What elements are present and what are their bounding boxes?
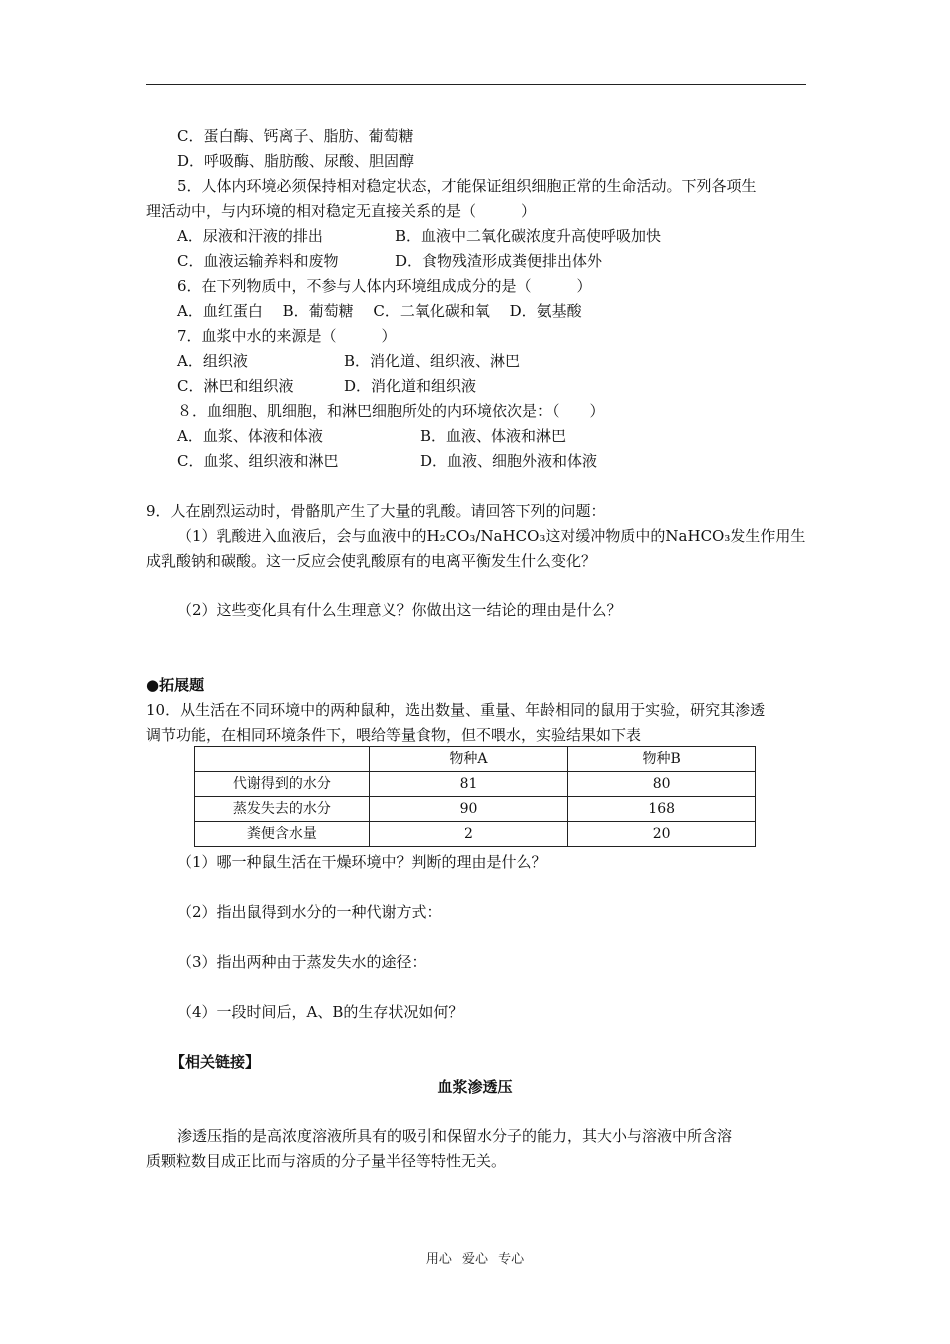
- q5-option-a: A．尿液和汗液的排出: [177, 227, 323, 245]
- table-cell: 81: [369, 772, 568, 797]
- header-rule: [146, 84, 806, 85]
- q7-option-a: A．组织液: [177, 352, 248, 370]
- related-paragraph-line2: 质颗粒数目成正比而与溶质的分子量半径等特性无关。: [146, 1152, 507, 1170]
- table-header-cell: 物种A: [369, 747, 568, 772]
- q6-stem: 6．在下列物质中，不参与人体内环境组成成分的是（ ）: [177, 277, 592, 295]
- q6-options: A．血红蛋白 B．葡萄糖 C．二氧化碳和氧 D．氨基酸: [177, 302, 582, 320]
- q9-part1-line2: 成乳酸钠和碳酸。这一反应会使乳酸原有的电离平衡发生什么变化？: [146, 552, 597, 570]
- table-cell: 2: [369, 822, 568, 847]
- q10-subquestion-4: （4）一段时间后，A、B的生存状况如何？: [177, 1003, 464, 1021]
- page-footer: 用心 爱心 专心: [425, 1252, 525, 1267]
- table-cell: 80: [568, 772, 756, 797]
- q7-option-c: C．淋巴和组织液: [177, 377, 294, 395]
- q7-option-d: D．消化道和组织液: [344, 377, 477, 395]
- table-row: [195, 822, 756, 847]
- q10-data-table: [194, 746, 756, 847]
- q5-stem-line1: 5．人体内环境必须保持相对稳定状态，才能保证组织细胞正常的生命活动。下列各项生: [177, 177, 757, 195]
- related-paragraph-line1: 渗透压指的是高浓度溶液所具有的吸引和保留水分子的能力，其大小与溶液中所含溶: [177, 1127, 733, 1145]
- q4-option-d: D．呼吸酶、脂肪酸、尿酸、胆固醇: [177, 152, 415, 170]
- table-header-cell: 物种B: [568, 747, 756, 772]
- related-title: 血浆渗透压: [437, 1078, 513, 1096]
- q8-stem: ８．血细胞、肌细胞，和淋巴细胞所处的内环境依次是：（ ）: [177, 402, 605, 420]
- table-cell: 粪便含水量: [195, 822, 370, 847]
- q9-part2: （2）这些变化具有什么生理意义？你做出这一结论的理由是什么？: [177, 601, 622, 619]
- q5-option-b: B．血液中二氧化碳浓度升高使呼吸加快: [395, 227, 662, 245]
- q7-stem: 7．血浆中水的来源是（ ）: [177, 327, 397, 345]
- q8-option-b: B．血液、体液和淋巴: [420, 427, 567, 445]
- table-header-cell: [195, 747, 370, 772]
- q7-option-b: B．消化道、组织液、淋巴: [344, 352, 521, 370]
- q8-option-d: D．血液、细胞外液和体液: [420, 452, 598, 470]
- table-row: [195, 772, 756, 797]
- q10-subquestion-3: （3）指出两种由于蒸发失水的途径：: [177, 953, 427, 971]
- related-heading: 【相关链接】: [170, 1053, 261, 1071]
- table-cell: 蒸发失去的水分: [195, 797, 370, 822]
- table-header-row: [195, 747, 756, 772]
- q9-stem: 9．人在剧烈运动时，骨骼肌产生了大量的乳酸。请回答下列的问题：: [146, 502, 606, 520]
- table-row: [195, 797, 756, 822]
- extension-heading: ●拓展题: [146, 676, 205, 694]
- q8-option-a: A．血浆、体液和体液: [177, 427, 323, 445]
- table-cell: 代谢得到的水分: [195, 772, 370, 797]
- q8-option-c: C．血浆、组织液和淋巴: [177, 452, 339, 470]
- table-cell: 20: [568, 822, 756, 847]
- q10-stem-line2: 调节功能，在相同环境条件下，喂给等量食物，但不喂水，实验结果如下表: [146, 726, 642, 744]
- q10-subquestion-2: （2）指出鼠得到水分的一种代谢方式：: [177, 903, 442, 921]
- table-cell: 168: [568, 797, 756, 822]
- q4-option-c: C．蛋白酶、钙离子、脂肪、葡萄糖: [177, 127, 414, 145]
- q5-option-d: D．食物残渣形成粪便排出体外: [395, 252, 603, 270]
- q10-stem-line1: 10．从生活在不同环境中的两种鼠种，选出数量、重量、年龄相同的鼠用于实验，研究其渗透: [146, 701, 766, 719]
- q5-stem-line2: 理活动中，与内环境的相对稳定无直接关系的是（ ）: [146, 202, 537, 220]
- q5-option-c: C．血液运输养料和废物: [177, 252, 339, 270]
- table-cell: 90: [369, 797, 568, 822]
- q9-part1-line1: （1）乳酸进入血液后，会与血液中的H₂CO₃/NaHCO₃这对缓冲物质中的NaHCO₃发生作用生: [177, 527, 806, 545]
- q10-subquestion-1: （1）哪一种鼠生活在干燥环境中？判断的理由是什么？: [177, 853, 547, 871]
